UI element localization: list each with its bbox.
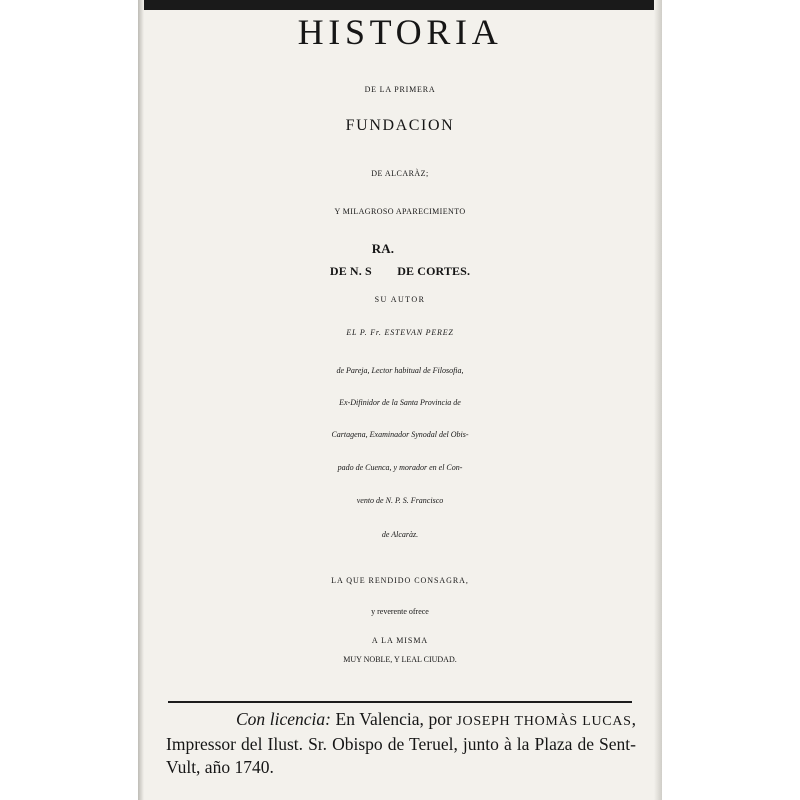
author-line-1: de Pareja, Lector habitual de Filosofia,: [336, 366, 464, 375]
dedication-city: MUY NOBLE, Y LEAL CIUDAD.: [343, 655, 457, 664]
imprint-en-valencia: En Valencia, por: [330, 709, 457, 729]
title-page: [138, 0, 662, 800]
title-de-alcaraz: DE ALCARÀZ;: [371, 169, 429, 178]
title-milagroso-aparecimiento: Y MILAGROSO APARECIMIENTO: [334, 207, 466, 216]
title-historia: HISTORIA: [297, 12, 503, 52]
imprint-text: [166, 708, 636, 779]
dedication-line-1: LA QUE RENDIDO CONSAGRA,: [331, 576, 469, 585]
title-de-la-primera: DE LA PRIMERA: [364, 85, 436, 94]
title-nuestra-senora-de-cortes: [138, 242, 662, 277]
author-line-4: pado de Cuenca, y morador en el Con-: [337, 463, 463, 472]
imprint-con-licencia: Con licencia:: [236, 709, 331, 729]
dedication-line-2: y reverente ofrece: [371, 607, 429, 616]
author-line-6: de Alcaràz.: [381, 530, 419, 539]
dedication-line-3: A LA MISMA: [371, 636, 429, 645]
imprint-printer-name: JOSEPH THOMÀS LUCAS: [456, 714, 632, 729]
author-name: EL P. Fr. ESTEVAN PEREZ: [346, 328, 454, 337]
author-line-3: Cartagena, Examinador Synodal del Obis-: [331, 430, 469, 439]
su-autor-heading: SU AUTOR: [374, 295, 426, 304]
imprint-rule: [168, 701, 632, 703]
title-ra-superscript: RA.: [371, 241, 395, 256]
author-line-2: Ex-Difinidor de la Santa Provincia de: [339, 398, 461, 407]
title-fundacion: FUNDACION: [345, 117, 455, 134]
imprint-rest: , Impressor del Ilust. Sr. Obispo de Teruel, junto à la Plaza de Sent-Vult, año 1740.: [166, 709, 636, 777]
author-line-5: vento de N. P. S. Francisco: [356, 496, 444, 505]
title-de-n-s: DE N. S: [329, 264, 372, 278]
title-de-cortes: DE CORTES.: [394, 264, 471, 278]
